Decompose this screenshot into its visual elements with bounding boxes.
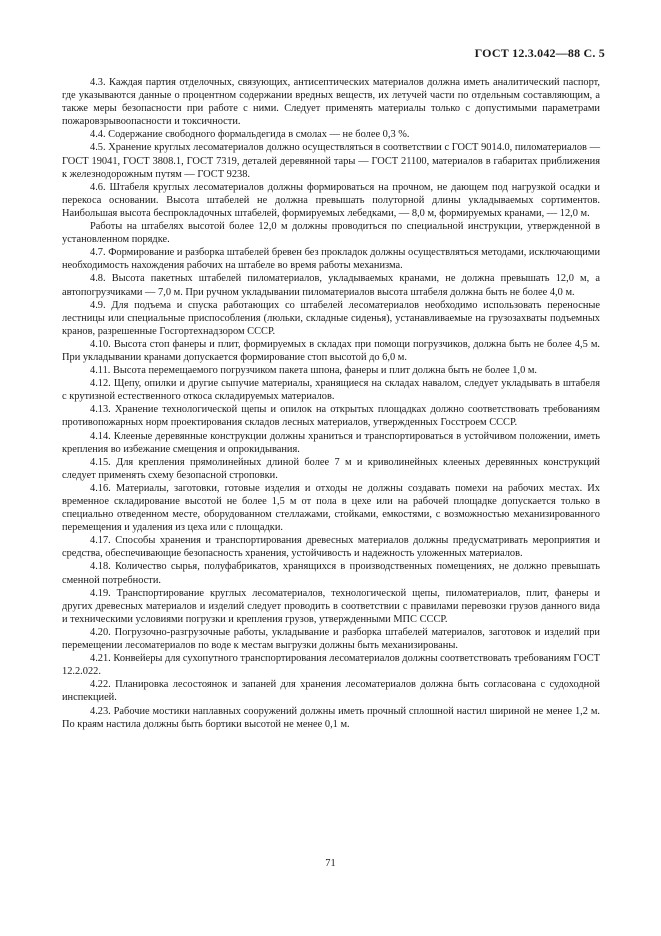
- paragraph-4-4: 4.4. Содержание свободного формальдегида в смолах — не более 0,3 %.: [90, 129, 410, 141]
- paragraph-4-5: 4.5. Хранение круглых лесоматериалов должно осуществляться в соответствии с ГОСТ 9014.0, пиломатериалов — ГОСТ 19041, ГОСТ 3808.1, ГОСТ 7319, деталей деревянной тары — ГОСТ 21100, материалов в габаритах приближения к железнодорожным путям — ГОСТ 9238.: [62, 142, 600, 180]
- paragraph-4-6: 4.6. Штабеля круглых лесоматериалов должны формироваться на прочном, не дающем под нагрузкой осадки и перекоса основании. Высота штабелей не должна превышать полуторной длины укладываемых сортиментов. Наибольшая высота беспрокладочных штабелей, формируемых лебедками, — 8,0 м, формируемых кранами, — 12,0 м.: [62, 181, 600, 219]
- paragraph-4-21: 4.21. Конвейеры для сухопутного транспортирования лесоматериалов должны соответствовать требованиям ГОСТ 12.2.022.: [62, 653, 600, 678]
- paragraph-4-23: 4.23. Рабочие мостики наплавных сооружений должны иметь прочный сплошной настил шириной не менее 1,2 м. По краям настила должны быть бортики высотой не менее 0,1 м.: [62, 705, 600, 730]
- paragraph-4-10: 4.10. Высота стоп фанеры и плит, формируемых в складах при помощи погрузчиков, должна быть не более 4,5 м. При укладывании кранами допускается формирование стоп высотой до 6,0 м.: [62, 338, 600, 363]
- paragraph-4-17: 4.17. Способы хранения и транспортирования древесных материалов должны предусматривать мероприятия и средства, обеспечивающие безопасность хранения, устойчивость и надежность уложенных материалов.: [62, 535, 600, 560]
- paragraph-4-19: 4.19. Транспортирование круглых лесоматериалов, технологической щепы, пиломатериалов, плит, фанеры и других древесных материалов и изделий следует проводить в соответствии с правилами перевозки грузов данного вида и техническими условиями погрузки и крепления грузов, утвержденными МПС СССР.: [62, 587, 600, 625]
- paragraph-4-22: 4.22. Планировка лесостоянок и запаней для хранения лесоматериалов должна быть согласована с судоходной инспекцией.: [62, 679, 600, 704]
- paragraph-4-14: 4.14. Клееные деревянные конструкции должны храниться и транспортироваться в устойчивом положении, иметь крепления во избежание смещения и опрокидывания.: [62, 430, 600, 455]
- paragraph-4-12: 4.12. Щепу, опилки и другие сыпучие материалы, хранящиеся на складах навалом, следует укладывать в штабеля с крутизной естественного откоса складируемых материалов.: [62, 378, 600, 403]
- paragraph-4-18: 4.18. Количество сырья, полуфабрикатов, хранящихся в производственных помещениях, не должно превышать сменной потребности.: [62, 561, 600, 586]
- paragraph-4-15: 4.15. Для крепления прямолинейных длиной более 7 м и криволинейных клееных деревянных конструкций следует применять схему безопасной строповки.: [62, 456, 600, 481]
- paragraph-4-3: 4.3. Каждая партия отделочных, связующих, антисептических материалов должна иметь аналитический паспорт, где указываются данные о процентном содержании вредных веществ, их летучей части по отдельным составляющим, а также меры безопасности при работе с ними. Следует применять материалы только с допустимыми параметрами пожаровзрывоопасности и токсичности.: [62, 77, 600, 128]
- paragraph-4-8: 4.8. Высота пакетных штабелей пиломатериалов, укладываемых кранами, не должна превышать 12,0 м, а автопогрузчиками — 7,0 м. При ручном укладывании пиломатериалов высота штабеля должна быть не более 4,0 м.: [62, 273, 600, 298]
- paragraph-4-20: 4.20. Погрузочно-разгрузочные работы, укладывание и разборка штабелей материалов, заготовок и изделий при перемещении лесоматериалов по воде к местам выгрузки должны быть механизированы.: [62, 626, 600, 652]
- page-header: ГОСТ 12.3.042—88 С. 5: [474, 46, 605, 60]
- paragraph-4-6-continued: Работы на штабелях высотой более 12,0 м должны проводиться по специальной инструкции, утвержденной в установленном порядке.: [62, 221, 600, 246]
- paragraph-4-9: 4.9. Для подъема и спуска работающих со штабелей лесоматериалов необходимо использовать переносные лестницы или специальные приспособления (люльки, складные сиденья), устанавливаемые на грузозахваты подъемных кранов, разрешенные Госгортехнадзором СССР.: [62, 299, 600, 337]
- page-number: 71: [325, 858, 336, 869]
- paragraph-4-7: 4.7. Формирование и разборка штабелей бревен без прокладок должны осуществляться методами, исключающими необходимость нахождения рабочих на штабеле во время работы механизма.: [62, 247, 600, 272]
- document-body: [62, 76, 600, 731]
- paragraph-4-11: 4.11. Высота перемещаемого погрузчиком пакета шпона, фанеры и плит должна быть не более 1,0 м.: [90, 365, 538, 377]
- paragraph-4-13: 4.13. Хранение технологической щепы и опилок на открытых площадках должно соответствовать требованиям противопожарных норм проектирования складов лесных материалов, утвержденных Госстроем СССР.: [62, 404, 600, 429]
- paragraph-4-16: 4.16. Материалы, заготовки, готовые изделия и отходы не должны создавать помехи на рабочих местах. Их временное складирование высотой не более 1,5 м от пола в цехе или на рабочей площадке допускается только в специально отведенном месте, оборудованном стеллажами, стойками, емкостями, с возможностью механизированного перемещения и удаления из цеха или с площадки.: [62, 482, 600, 534]
